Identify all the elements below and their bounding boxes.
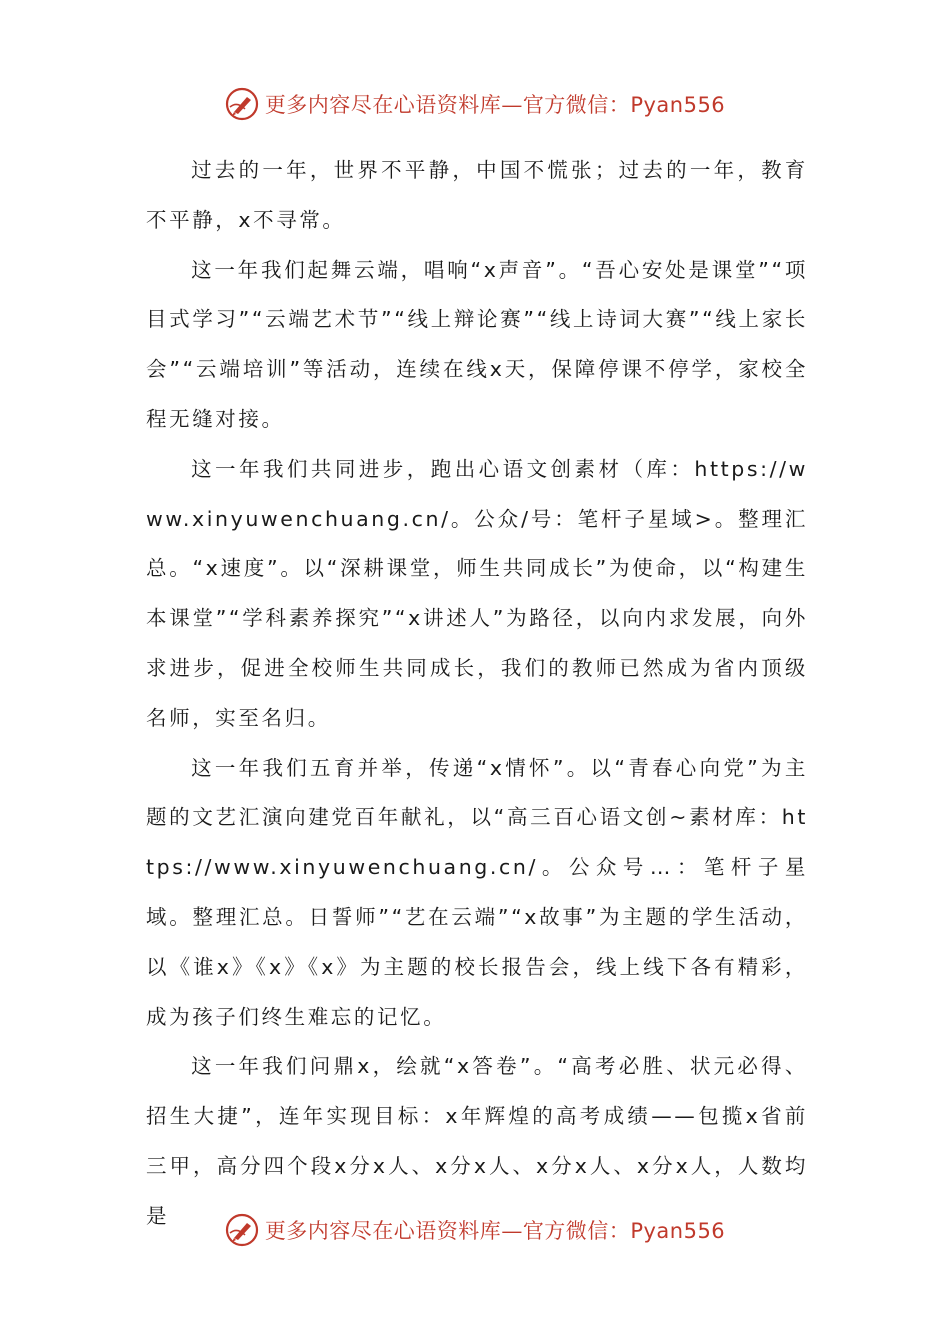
paragraph: 这一年我们问鼎x，绘就“x答卷”。“高考必胜、状元必得、招生大捷”，连年实现目标：x年辉煌的高考成绩——包揽x省前三甲，高分四个段x分x人、x分x人、x分x人、x分x人，人数均是	[146, 1054, 808, 1228]
banner-dash: —	[501, 1219, 523, 1243]
paragraph: 这一年我们起舞云端，唱响“x声音”。“吾心安处是课堂”“项目式学习”“云端艺术节”“线上辩论赛”“线上诗词大赛”“线上家长会”“云端培训”等活动，连续在线x天，保障停课不停学，家校全程无缝对接。	[146, 257, 808, 431]
header-banner	[0, 82, 950, 126]
pen-logo-icon	[225, 87, 259, 121]
banner-brand: 更多内容尽在心语资料库	[264, 1219, 502, 1243]
footer-banner	[0, 1208, 950, 1252]
banner-text	[265, 89, 725, 119]
document-body	[146, 146, 808, 1242]
paragraph: 过去的一年，世界不平静，中国不慌张；过去的一年，教育不平静，x不寻常。	[146, 158, 808, 232]
banner-wechat-label: 官方微信：	[522, 93, 631, 117]
banner-dash: —	[501, 93, 523, 117]
banner-text	[265, 1215, 725, 1245]
banner-wechat-id: Pyan556	[630, 93, 726, 117]
banner-brand: 更多内容尽在心语资料库	[264, 93, 502, 117]
banner-wechat-id: Pyan556	[630, 1219, 726, 1243]
paragraph: 这一年我们共同进步，跑出心语文创素材（库：https://www.xinyuwenchuang.cn/。公众/号：笔杆子星域>。整理汇总。“x速度”。以“深耕课堂，师生共同成长”为使命，以“构建生本课堂”“学科素养探究”“x讲述人”为路径，以向内求发展，向外求进步，促进全校师生共同成长，我们的教师已然成为省内顶级名师，实至名归。	[146, 456, 808, 730]
paragraph: 这一年我们五育并举，传递“x情怀”。以“青春心向党”为主题的文艺汇演向建党百年献礼，以“高三百心语文创~素材库：https://www.xinyuwenchuang.cn/。公众号…：笔杆子星域。整理汇总。日誓师”“艺在云端”“x故事”为主题的学生活动，以《谁x》《x》《x》为主题的校长报告会，线上线下各有精彩，成为孩子们终生难忘的记忆。	[146, 755, 808, 1029]
pen-logo-icon	[225, 1213, 259, 1247]
banner-wechat-label: 官方微信：	[522, 1219, 631, 1243]
